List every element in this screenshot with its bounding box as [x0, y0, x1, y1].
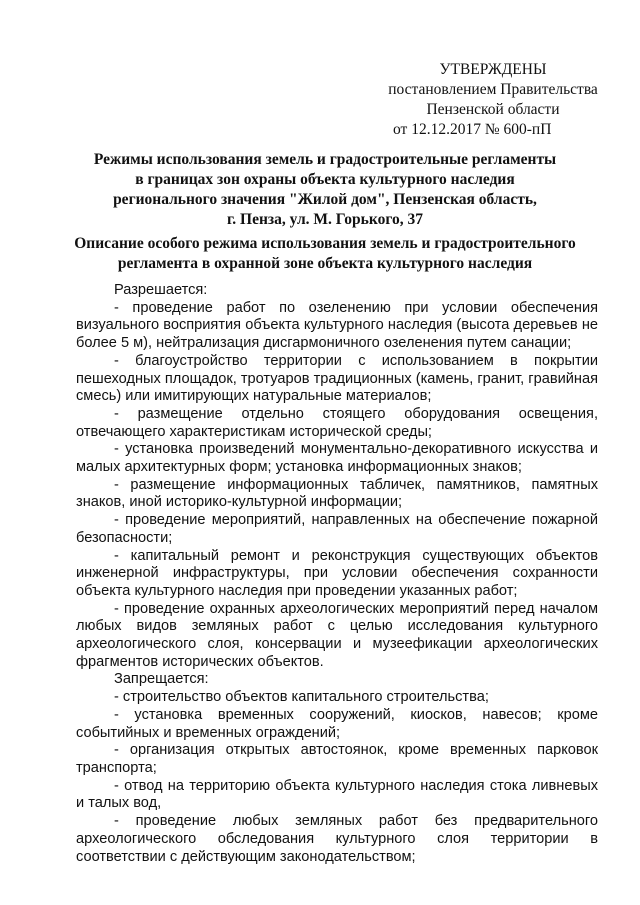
approval-block — [373, 60, 613, 140]
forbidden-item: - строительство объектов капитального строительства; — [114, 689, 489, 706]
allowed-item: - проведение работ по озеленению при условии обеспечения визуального восприятия объекта культурного наследия (высота деревьев не более 5 м), нейтрализация дисгармоничного озеленения путем санации; — [76, 299, 598, 352]
title-line: регионального значения "Жилой дом", Пензенская область, — [113, 191, 537, 208]
section-heading-line: Описание особого режима использования земель и градостроительного — [74, 235, 576, 252]
forbidden-item: - установка временных сооружений, киосков, навесов; кроме событийных и временных ограждений; — [76, 706, 598, 741]
approval-line: Пензенской области — [426, 101, 560, 118]
allowed-item: - проведение мероприятий, направленных на обеспечение пожарной безопасности; — [76, 512, 598, 546]
forbidden-item: - отвод на территорию объекта культурного наследия стока ливневых и талых вод, — [76, 777, 598, 812]
approval-line: постановлением Правительства — [388, 81, 598, 98]
allowed-item: - капитальный ремонт и реконструкция существующих объектов инженерной инфраструктуры, при условии обеспечения сохранности объекта культурного наследия при проведении указанных работ; — [76, 547, 598, 599]
document-title — [60, 150, 590, 230]
allowed-item: - размещение отдельно стоящего оборудования освещения, отвечающего характеристикам исторической среды; — [76, 405, 598, 440]
regulation-body — [76, 282, 598, 866]
title-line: Режимы использования земель и градостроительные регламенты — [93, 151, 557, 168]
forbidden-label: Запрещается: — [114, 671, 209, 688]
allowed-item: - размещение информационных табличек, памятников, памятных знаков, иной историко-культурной информации; — [76, 476, 598, 511]
forbidden-item: - проведение любых земляных работ без предварительного археологического обследования культурного слоя территории в соответствии с действующим законодательством; — [76, 813, 598, 865]
approval-heading: УТВЕРЖДЕНЫ — [439, 61, 547, 78]
allowed-item: - установка произведений монументально-декоративного искусства и малых архитектурных форм; установка информационных знаков; — [76, 441, 598, 476]
title-line: в границах зон охраны объекта культурного наследия — [135, 171, 515, 188]
allowed-item: - благоустройство территории с использованием в покрытии пешеходных площадок, тротуаров традиционных (камень, гранит, гравийная смесь) или имитирующих натуральные материалов; — [76, 352, 598, 405]
approval-date-number: от 12.12.2017 № 600-пП — [393, 121, 552, 138]
allowed-label: Разрешается: — [114, 282, 208, 298]
title-line: г. Пенза, ул. М. Горького, 37 — [226, 211, 424, 228]
forbidden-item: - организация открытых автостоянок, кроме временных парковок транспорта; — [76, 742, 598, 776]
section-heading — [60, 234, 590, 274]
section-heading-line: регламента в охранной зоне объекта культурного наследия — [117, 255, 533, 272]
allowed-item: - проведение охранных археологических мероприятий перед началом любых видов земляных работ с целью исследования культурного археологического слоя, консервации и музеефикации археологических фрагментов исторических объектов. — [76, 600, 598, 670]
